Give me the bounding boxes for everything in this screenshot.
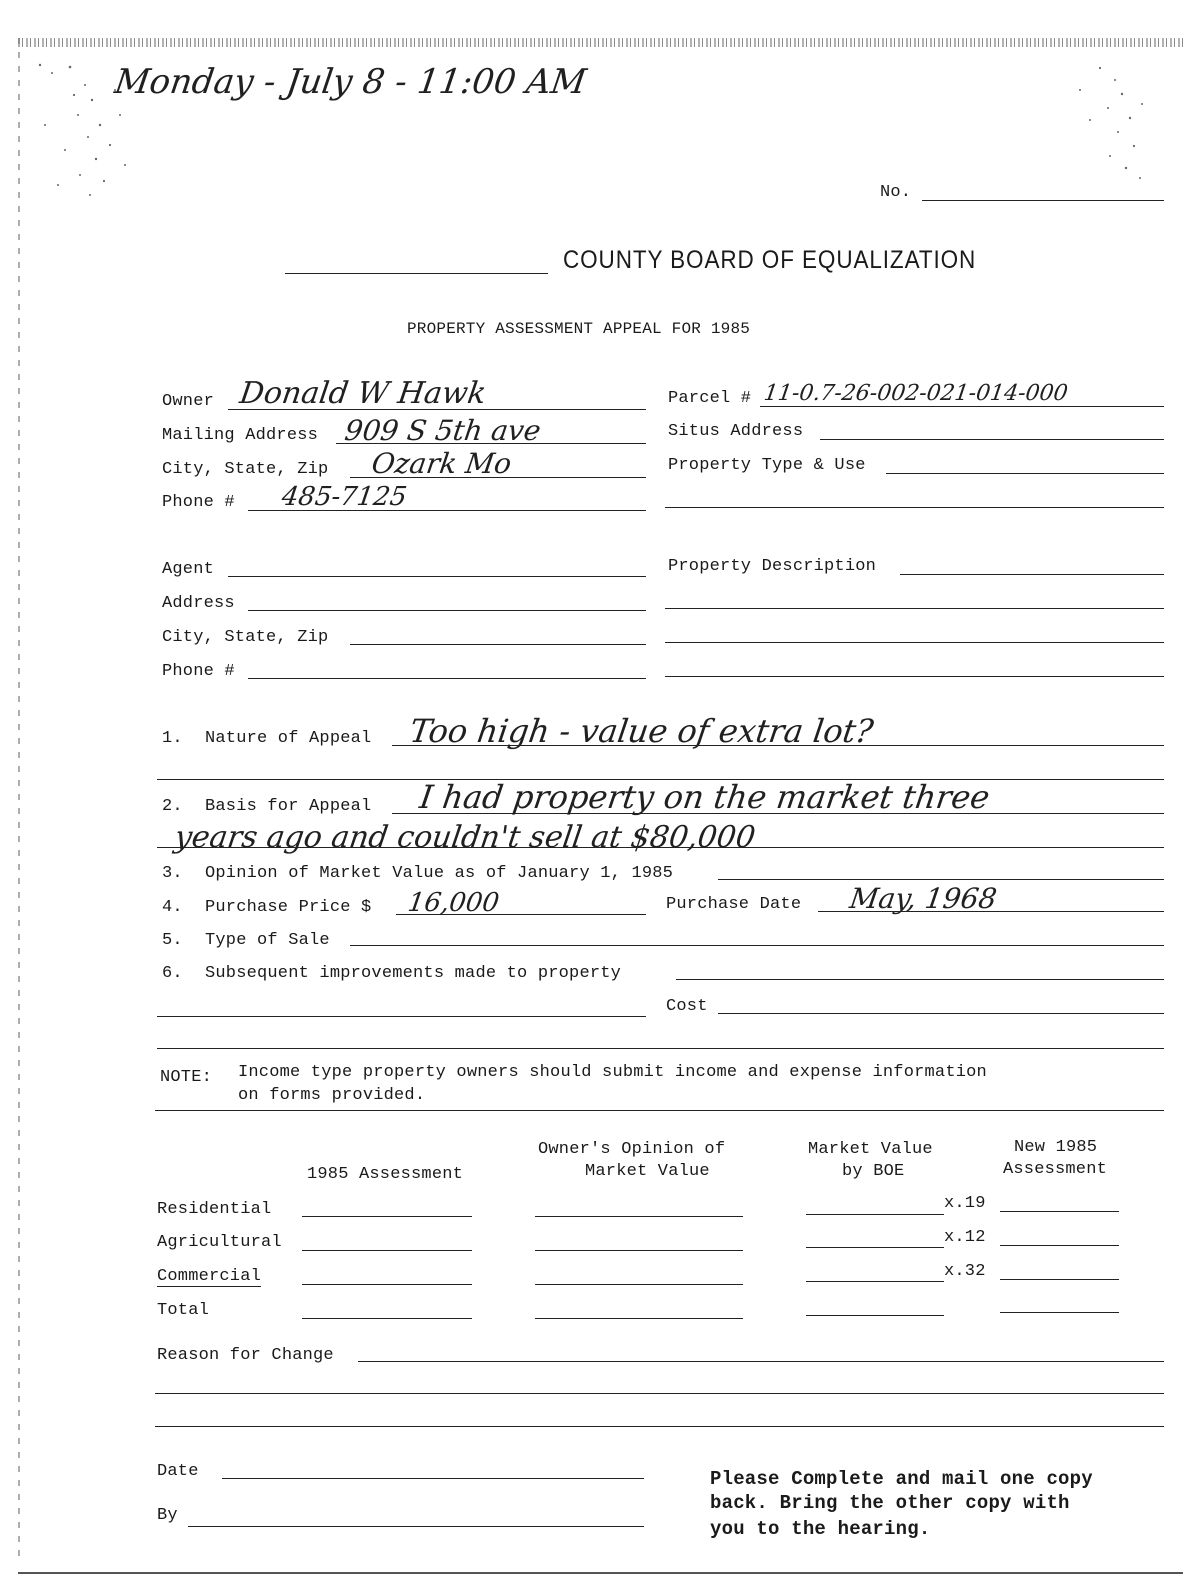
cost-field[interactable] <box>718 1013 1164 1014</box>
agent-field[interactable] <box>228 576 646 577</box>
purchase-date-field[interactable] <box>818 911 1164 912</box>
form-subtitle: PROPERTY ASSESSMENT APPEAL FOR 1985 <box>407 320 751 338</box>
scan-bottom-border <box>18 1572 1183 1574</box>
property-type-label: Property Type & Use <box>668 456 866 475</box>
item-2-number: 2. <box>162 797 183 816</box>
col-new-assessment-1: New 1985 <box>1014 1138 1098 1157</box>
agricultural-owner-opinion-field[interactable] <box>535 1250 743 1251</box>
note-divider <box>155 1110 1164 1111</box>
reason-for-change-field[interactable] <box>358 1361 1164 1362</box>
purchase-price-label: Purchase Price $ <box>205 898 372 917</box>
agricultural-rate: x.12 <box>944 1228 986 1247</box>
by-field[interactable] <box>188 1526 644 1527</box>
by-label: By <box>157 1506 178 1525</box>
mailing-address-label: Mailing Address <box>162 426 319 445</box>
row-commercial-label: Commercial <box>157 1267 262 1286</box>
item-5-number: 5. <box>162 931 183 950</box>
opinion-market-value-field[interactable] <box>718 879 1164 880</box>
owner-phone-field[interactable] <box>248 510 646 511</box>
mailing-address-value: 909 S 5th ave <box>342 414 543 447</box>
owner-city-value: Ozark Mo <box>369 447 514 480</box>
agent-phone-label: Phone # <box>162 662 235 681</box>
opinion-market-value-label: Opinion of Market Value as of January 1, 1985 <box>205 864 674 883</box>
owner-phone-value: 485-7125 <box>279 482 409 512</box>
basis-for-appeal-label: Basis for Appeal <box>205 797 372 816</box>
col-market-value-boe-2: by BOE <box>842 1162 905 1181</box>
agricultural-new-field[interactable] <box>1000 1245 1119 1246</box>
agricultural-1985-field[interactable] <box>302 1250 472 1251</box>
cost-label: Cost <box>666 997 708 1016</box>
agent-address-label: Address <box>162 594 235 613</box>
nature-of-appeal-field[interactable] <box>392 745 1164 746</box>
commercial-rate: x.32 <box>944 1262 986 1281</box>
property-description-field-2[interactable] <box>665 608 1164 609</box>
owner-city-label: City, State, Zip <box>162 460 329 479</box>
date-label: Date <box>157 1462 199 1481</box>
property-description-field-3[interactable] <box>665 642 1164 643</box>
row-total-label: Total <box>157 1301 210 1320</box>
parcel-value: 11-0.7-26-002-021-014-000 <box>762 381 1070 406</box>
col-market-value-boe-1: Market Value <box>808 1140 933 1159</box>
no-label: No. <box>880 183 912 202</box>
total-boe-field[interactable] <box>806 1315 944 1316</box>
agent-city-label: City, State, Zip <box>162 628 329 647</box>
purchase-date-label: Purchase Date <box>666 895 802 914</box>
basis-for-appeal-field[interactable] <box>392 813 1164 814</box>
owner-value: Donald W Hawk <box>237 376 489 411</box>
total-1985-field[interactable] <box>302 1318 472 1319</box>
item-6-number: 6. <box>162 964 183 983</box>
reason-for-change-field-3[interactable] <box>155 1426 1164 1427</box>
commercial-1985-field[interactable] <box>302 1284 472 1285</box>
agent-address-field[interactable] <box>248 610 646 611</box>
residential-boe-field[interactable] <box>806 1214 944 1215</box>
total-owner-opinion-field[interactable] <box>535 1318 743 1319</box>
agent-phone-field[interactable] <box>248 678 646 679</box>
county-name-field[interactable] <box>285 273 548 274</box>
total-new-field[interactable] <box>1000 1312 1119 1313</box>
owner-phone-label: Phone # <box>162 493 235 512</box>
purchase-price-value: 16,000 <box>405 888 502 918</box>
property-type-field-2[interactable] <box>665 507 1164 508</box>
property-description-field-4[interactable] <box>665 676 1164 677</box>
basis-for-appeal-value-1: I had property on the market three <box>417 778 993 816</box>
commercial-new-field[interactable] <box>1000 1279 1119 1280</box>
no-field[interactable] <box>922 200 1164 201</box>
agricultural-boe-field[interactable] <box>806 1247 944 1248</box>
note-label: NOTE: <box>160 1068 213 1087</box>
improvements-field-3[interactable] <box>157 1048 1164 1049</box>
instructions-line-3: you to the hearing. <box>710 1518 931 1540</box>
col-1985-assessment: 1985 Assessment <box>307 1165 464 1184</box>
purchase-date-value: May, 1968 <box>847 882 999 915</box>
nature-of-appeal-value: Too high - value of extra lot? <box>407 712 876 750</box>
property-description-field[interactable] <box>900 574 1164 575</box>
item-1-number: 1. <box>162 729 183 748</box>
situs-address-field[interactable] <box>820 439 1164 440</box>
date-field[interactable] <box>222 1478 644 1479</box>
item-4-number: 4. <box>162 898 183 917</box>
item-3-number: 3. <box>162 864 183 883</box>
property-type-field[interactable] <box>886 473 1164 474</box>
commercial-owner-opinion-field[interactable] <box>535 1284 743 1285</box>
row-residential-label: Residential <box>157 1200 272 1219</box>
agent-city-field[interactable] <box>350 644 646 645</box>
owner-field[interactable] <box>228 409 646 410</box>
note-line-2: on forms provided. <box>238 1086 426 1105</box>
form-title: COUNTY BOARD OF EQUALIZATION <box>563 246 977 274</box>
residential-rate: x.19 <box>944 1194 986 1213</box>
reason-for-change-label: Reason for Change <box>157 1346 334 1365</box>
scan-speckle-right <box>1060 60 1150 190</box>
owner-city-field[interactable] <box>350 477 646 478</box>
residential-1985-field[interactable] <box>302 1216 472 1217</box>
purchase-price-field[interactable] <box>396 914 646 915</box>
parcel-field[interactable] <box>760 406 1164 407</box>
residential-new-field[interactable] <box>1000 1211 1119 1212</box>
situs-address-label: Situs Address <box>668 422 804 441</box>
basis-for-appeal-value-2: years ago and couldn't sell at $80,000 <box>172 820 758 855</box>
instructions-line-1: Please Complete and mail one copy <box>710 1468 1093 1490</box>
scan-left-border <box>18 38 20 1558</box>
reason-for-change-field-2[interactable] <box>155 1393 1164 1394</box>
basis-for-appeal-field-2[interactable] <box>157 847 1164 848</box>
instructions-line-2: back. Bring the other copy with <box>710 1492 1070 1514</box>
nature-of-appeal-label: Nature of Appeal <box>205 729 372 748</box>
row-agricultural-label: Agricultural <box>157 1233 282 1252</box>
type-of-sale-label: Type of Sale <box>205 931 330 950</box>
scan-top-border <box>18 38 1183 47</box>
col-new-assessment-2: Assessment <box>1003 1160 1108 1179</box>
handwritten-hearing-date: Monday - July 8 - 11:00 AM <box>112 62 589 102</box>
type-of-sale-field[interactable] <box>350 945 1164 946</box>
owner-label: Owner <box>162 392 215 411</box>
agent-label: Agent <box>162 560 215 579</box>
subsequent-improvements-field-2[interactable] <box>157 1016 646 1017</box>
subsequent-improvements-label: Subsequent improvements made to property <box>205 964 622 983</box>
col-owner-opinion-2: Market Value <box>585 1162 710 1181</box>
note-line-1: Income type property owners should submit income and expense information <box>238 1063 987 1082</box>
parcel-label: Parcel # <box>668 389 752 408</box>
residential-owner-opinion-field[interactable] <box>535 1216 743 1217</box>
col-owner-opinion-1: Owner's Opinion of <box>538 1140 726 1159</box>
commercial-boe-field[interactable] <box>806 1281 944 1282</box>
mailing-address-field[interactable] <box>336 443 646 444</box>
property-description-label: Property Description <box>668 557 877 576</box>
subsequent-improvements-field[interactable] <box>676 979 1164 980</box>
